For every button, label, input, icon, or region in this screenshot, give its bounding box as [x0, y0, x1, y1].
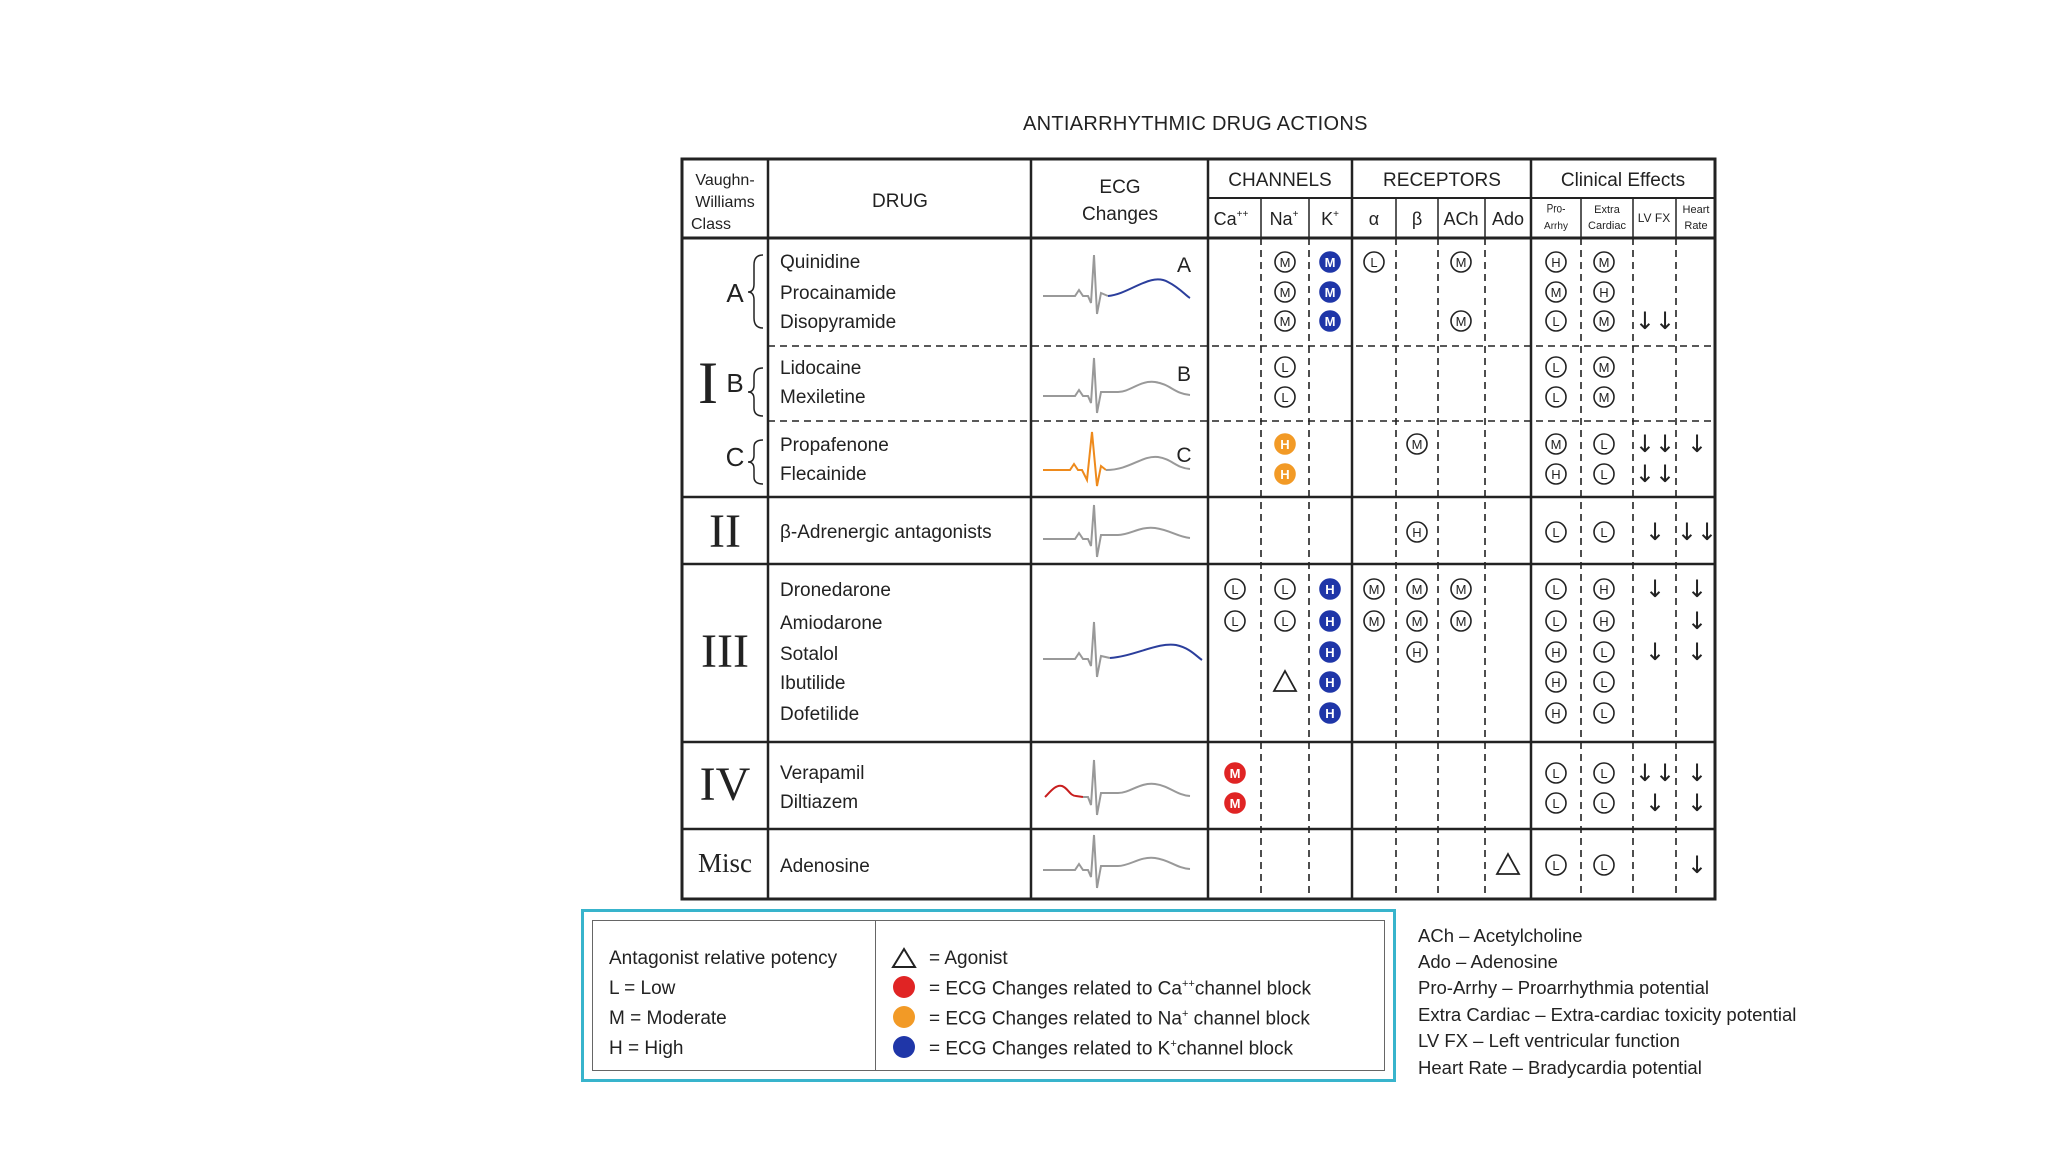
lvfx-arrow: [1635, 307, 1675, 335]
header-heartrate-1: Heart: [1682, 204, 1710, 216]
alpha-marker: [1364, 611, 1384, 631]
down-arrow-text: ↓: [1644, 789, 1666, 817]
drug-name: Sotalol: [780, 644, 839, 665]
lvfx-arrow: [1645, 638, 1665, 666]
lvfx-arrow: [1635, 460, 1675, 488]
potency-letter: L: [1552, 582, 1560, 597]
drug-name: Propafenone: [780, 435, 889, 456]
class-label-IV: IV: [699, 758, 751, 811]
drug-name: Dofetilide: [780, 704, 860, 725]
ach-marker: [1451, 611, 1471, 631]
header-channels: CHANNELS: [1228, 170, 1332, 191]
lvfx-arrow: [1635, 759, 1675, 787]
abbrev-item: Extra Cardiac – Extra-cardiac toxicity potential: [1418, 1004, 1797, 1025]
potency-letter: L: [1552, 766, 1560, 781]
potency-letter: H: [1551, 255, 1561, 270]
blue-dot-icon: [892, 1035, 916, 1059]
potency-letter: M: [1368, 614, 1380, 629]
header-ach: ACh: [1443, 209, 1479, 229]
header-ca: Ca++: [1213, 209, 1249, 229]
down-arrow-text: ↓: [1686, 607, 1708, 635]
beta-marker: [1407, 522, 1427, 542]
extracardiac-marker: [1594, 579, 1614, 599]
heartrate-arrow: [1687, 789, 1707, 817]
down-arrow-text: ↓: [1644, 638, 1666, 666]
header-receptors: RECEPTORS: [1383, 170, 1501, 191]
legend-ca: = ECG Changes related to Ca++channel block: [929, 978, 1312, 1000]
potency-letter: L: [1600, 796, 1608, 811]
alpha-marker: [1364, 252, 1384, 272]
header-clinical: Clinical Effects: [1560, 170, 1686, 191]
down-arrow-text: ↓↓: [1634, 759, 1676, 787]
header-ado: Ado: [1491, 209, 1525, 229]
ach-marker: [1451, 579, 1471, 599]
k-marker: [1320, 672, 1340, 692]
na-marker: [1275, 252, 1295, 272]
potency-letter: L: [1552, 796, 1560, 811]
potency-letter: L: [1600, 437, 1608, 452]
header-na: Na+: [1269, 209, 1299, 229]
proarrhy-marker: [1546, 672, 1566, 692]
potency-letter: M: [1229, 766, 1241, 781]
na-marker: [1275, 311, 1295, 331]
extracardiac-marker: [1594, 387, 1614, 407]
proarrhy-marker: [1546, 387, 1566, 407]
proarrhy-marker: [1546, 763, 1566, 783]
potency-letter: H: [1280, 467, 1290, 482]
potency-letter: H: [1325, 706, 1335, 721]
beta-marker: [1407, 611, 1427, 631]
na-marker: [1275, 357, 1295, 377]
ecg-wave-ii: [1043, 505, 1190, 557]
potency-letter: M: [1279, 255, 1291, 270]
abbrev-item: LV FX – Left ventricular function: [1418, 1030, 1680, 1051]
extracardiac-marker: [1594, 703, 1614, 723]
header-extracardiac-2: Cardiac: [1588, 220, 1626, 232]
extracardiac-marker: [1594, 611, 1614, 631]
orange-dot-icon: [892, 1005, 916, 1029]
abbrev-item: ACh – Acetylcholine: [1418, 925, 1583, 946]
extracardiac-marker: [1594, 282, 1614, 302]
down-arrow-text: ↓: [1686, 851, 1708, 879]
header-beta: β: [1411, 209, 1423, 229]
potency-letter: H: [1551, 645, 1561, 660]
drug-name: Verapamil: [780, 763, 865, 784]
proarrhy-marker: [1546, 252, 1566, 272]
potency-letter: L: [1600, 706, 1608, 721]
potency-letter: L: [1552, 314, 1560, 329]
potency-letter: M: [1411, 614, 1423, 629]
legend-na: = ECG Changes related to Na+ channel block: [929, 1008, 1310, 1030]
potency-letter: M: [1598, 314, 1610, 329]
drug-name: Quinidine: [780, 252, 861, 273]
proarrhy-marker: [1546, 642, 1566, 662]
ecg-label-a: A: [1176, 254, 1192, 277]
potency-letter: M: [1455, 614, 1467, 629]
proarrhy-marker: [1546, 357, 1566, 377]
na-marker: [1275, 611, 1295, 631]
drug-name: Procainamide: [780, 283, 897, 304]
extracardiac-marker: [1594, 672, 1614, 692]
heartrate-arrow: [1687, 851, 1707, 879]
drug-name: Amiodarone: [780, 613, 883, 634]
potency-letter: M: [1550, 285, 1562, 300]
header-proarrhy-2: Arrhy: [1544, 221, 1568, 232]
drug-name: Lidocaine: [780, 358, 862, 379]
ecg-wave-iv: [1045, 760, 1190, 815]
lvfx-arrow: [1645, 575, 1665, 603]
class-label-III: III: [701, 625, 749, 678]
header-class-line3: Class: [691, 216, 732, 233]
extracardiac-marker: [1594, 763, 1614, 783]
legend-potency: [593, 921, 876, 1070]
potency-letter: M: [1550, 437, 1562, 452]
ecg-wave-ib: [1043, 358, 1191, 413]
down-arrow-text: ↓: [1644, 518, 1666, 546]
k-marker: [1320, 579, 1340, 599]
down-arrow-text: ↓: [1686, 759, 1708, 787]
heartrate-arrow: [1687, 430, 1707, 458]
potency-letter: L: [1281, 582, 1289, 597]
potency-letter: H: [1280, 437, 1290, 452]
drug-name: Diltiazem: [780, 792, 859, 813]
potency-letter: M: [1279, 314, 1291, 329]
potency-letter: M: [1324, 285, 1336, 300]
beta-marker: [1407, 642, 1427, 662]
potency-letter: L: [1370, 255, 1378, 270]
abbrev-item: Ado – Adenosine: [1418, 951, 1558, 972]
header-ecg-line2: Changes: [1081, 204, 1159, 225]
potency-letter: M: [1279, 285, 1291, 300]
legend-potency-moderate: M = Moderate: [609, 1008, 727, 1029]
k-marker: [1320, 611, 1340, 631]
potency-letter: L: [1231, 582, 1239, 597]
ca-marker: [1225, 611, 1245, 631]
drug-name: Ibutilide: [780, 673, 846, 694]
proarrhy-marker: [1546, 434, 1566, 454]
potency-letter: H: [1599, 614, 1609, 629]
potency-letter: M: [1598, 360, 1610, 375]
down-arrow-text: ↓: [1644, 575, 1666, 603]
lvfx-arrow: [1645, 518, 1665, 546]
drug-name: β-Adrenergic antagonists: [780, 522, 992, 543]
agonist-triangle-icon: [1497, 854, 1519, 874]
header-heartrate-2: Rate: [1684, 220, 1708, 232]
class-label-misc: Misc: [698, 848, 752, 878]
heartrate-arrow: [1677, 518, 1717, 546]
potency-letter: M: [1598, 390, 1610, 405]
extracardiac-marker: [1594, 434, 1614, 454]
down-arrow-text: ↓↓: [1634, 430, 1676, 458]
down-arrow-text: ↓↓: [1676, 518, 1718, 546]
ecg-wave-misc: [1043, 835, 1190, 888]
down-arrow-text: ↓: [1686, 430, 1708, 458]
down-arrow-text: ↓↓: [1634, 460, 1676, 488]
k-marker: [1320, 703, 1340, 723]
potency-letter: M: [1368, 582, 1380, 597]
ecg-waveforms: [1043, 254, 1202, 888]
lvfx-arrow: [1635, 430, 1675, 458]
heartrate-arrow: [1687, 759, 1707, 787]
potency-letter: H: [1325, 645, 1335, 660]
drug-name: Adenosine: [780, 856, 870, 877]
ecg-label-c: C: [1176, 444, 1192, 467]
potency-letter: H: [1325, 675, 1335, 690]
potency-letter: M: [1324, 314, 1336, 329]
down-arrow-text: ↓↓: [1634, 307, 1676, 335]
potency-letter: L: [1600, 645, 1608, 660]
potency-letter: L: [1600, 766, 1608, 781]
proarrhy-marker: [1546, 611, 1566, 631]
extracardiac-marker: [1594, 522, 1614, 542]
down-arrow-text: ↓: [1686, 575, 1708, 603]
proarrhy-marker: [1546, 855, 1566, 875]
na-marker: [1275, 387, 1295, 407]
ca-marker: [1225, 579, 1245, 599]
header-extracardiac-1: Extra: [1594, 204, 1620, 216]
potency-letter: H: [1599, 582, 1609, 597]
potency-letter: M: [1324, 255, 1336, 270]
drug-name: Disopyramide: [780, 312, 897, 333]
class-label-II: II: [709, 505, 741, 558]
header-proarrhy-1: Pro-: [1546, 202, 1566, 216]
agonist-triangle-icon: [891, 947, 917, 969]
na-marker: [1275, 579, 1295, 599]
na-marker: [1275, 434, 1295, 454]
heartrate-arrow: [1687, 575, 1707, 603]
legend-agonist: = Agonist: [929, 948, 1008, 969]
potency-letter: L: [1600, 467, 1608, 482]
k-marker: [1320, 311, 1340, 331]
potency-letter: H: [1412, 525, 1422, 540]
ecg-label-b: B: [1176, 363, 1192, 386]
class-braces: [748, 255, 763, 484]
potency-letter: L: [1552, 390, 1560, 405]
beta-marker: [1407, 434, 1427, 454]
ecg-wave-ic: [1043, 432, 1192, 486]
legend-panel: [581, 909, 1396, 1082]
potency-letter: L: [1552, 858, 1560, 873]
class-label-IC: C: [725, 442, 745, 472]
down-arrow-text: ↓: [1686, 638, 1708, 666]
potency-letter: L: [1552, 525, 1560, 540]
extracardiac-marker: [1594, 311, 1614, 331]
proarrhy-marker: [1546, 282, 1566, 302]
ach-marker: [1451, 311, 1471, 331]
proarrhy-marker: [1546, 579, 1566, 599]
k-marker: [1320, 252, 1340, 272]
potency-letter: H: [1599, 285, 1609, 300]
potency-letter: M: [1411, 582, 1423, 597]
extracardiac-marker: [1594, 793, 1614, 813]
proarrhy-marker: [1546, 522, 1566, 542]
header-k: K+: [1321, 209, 1339, 229]
potency-letter: M: [1455, 582, 1467, 597]
potency-letter: L: [1552, 360, 1560, 375]
potency-letter: M: [1411, 437, 1423, 452]
class-label-IA: A: [726, 278, 744, 308]
potency-letter: L: [1281, 390, 1289, 405]
legend-potency-title: Antagonist relative potency: [609, 948, 838, 969]
header-alpha: α: [1368, 209, 1380, 229]
header-class-line1: Vaughn-: [695, 172, 755, 189]
abbrev-item: Pro-Arrhy – Proarrhythmia potential: [1418, 977, 1709, 998]
ca-marker: [1225, 793, 1245, 813]
potency-letter: H: [1551, 675, 1561, 690]
proarrhy-marker: [1546, 311, 1566, 331]
potency-letter: L: [1600, 525, 1608, 540]
heartrate-arrow: [1687, 638, 1707, 666]
potency-letter: H: [1412, 645, 1422, 660]
proarrhy-marker: [1546, 464, 1566, 484]
ca-marker: [1225, 763, 1245, 783]
header-drug: DRUG: [872, 191, 928, 212]
potency-letter: L: [1281, 360, 1289, 375]
potency-letter: H: [1551, 467, 1561, 482]
k-marker: [1320, 282, 1340, 302]
potency-letter: M: [1598, 255, 1610, 270]
potency-letter: M: [1229, 796, 1241, 811]
legend-codes: [875, 921, 1384, 1070]
proarrhy-marker: [1546, 703, 1566, 723]
legend-k: = ECG Changes related to K+channel block: [929, 1038, 1293, 1060]
k-marker: [1320, 642, 1340, 662]
na-marker: [1275, 282, 1295, 302]
down-arrow-text: ↓: [1686, 789, 1708, 817]
proarrhy-marker: [1546, 793, 1566, 813]
potency-letter: L: [1231, 614, 1239, 629]
legend-potency-high: H = High: [609, 1038, 684, 1059]
potency-letter: L: [1281, 614, 1289, 629]
na-marker: [1275, 464, 1295, 484]
extracardiac-marker: [1594, 464, 1614, 484]
header-ecg-line1: ECG: [1099, 177, 1141, 198]
potency-letter: L: [1600, 675, 1608, 690]
beta-marker: [1407, 579, 1427, 599]
potency-letter: M: [1455, 255, 1467, 270]
red-dot-icon: [892, 975, 916, 999]
potency-letter: H: [1325, 614, 1335, 629]
class-label-IB: B: [726, 368, 744, 398]
extracardiac-marker: [1594, 357, 1614, 377]
class-label-I: I: [698, 350, 718, 416]
potency-letter: H: [1551, 706, 1561, 721]
ecg-wave-ia: [1043, 254, 1191, 314]
legend-inner: [592, 920, 1385, 1071]
heartrate-arrow: [1687, 607, 1707, 635]
extracardiac-marker: [1594, 855, 1614, 875]
ecg-wave-iii: [1043, 622, 1202, 677]
agonist-triangle-icon: [1274, 671, 1296, 691]
potency-letter: H: [1325, 582, 1335, 597]
ach-marker: [1451, 252, 1471, 272]
extracardiac-marker: [1594, 642, 1614, 662]
potency-letter: L: [1552, 614, 1560, 629]
alpha-marker: [1364, 579, 1384, 599]
potency-letter: M: [1455, 314, 1467, 329]
abbrev-item: Heart Rate – Bradycardia potential: [1418, 1057, 1702, 1078]
extracardiac-marker: [1594, 252, 1614, 272]
header-lvfx: LV FX: [1637, 211, 1671, 225]
drug-name: Dronedarone: [780, 580, 891, 601]
legend-potency-low: L = Low: [609, 978, 676, 999]
header-class-line2: Williams: [695, 194, 755, 211]
potency-letter: L: [1600, 858, 1608, 873]
diagram-title: ANTIARRHYTHMIC DRUG ACTIONS: [1023, 113, 1368, 135]
drug-name: Flecainide: [780, 464, 867, 485]
drug-name: Mexiletine: [780, 387, 866, 408]
lvfx-arrow: [1645, 789, 1665, 817]
